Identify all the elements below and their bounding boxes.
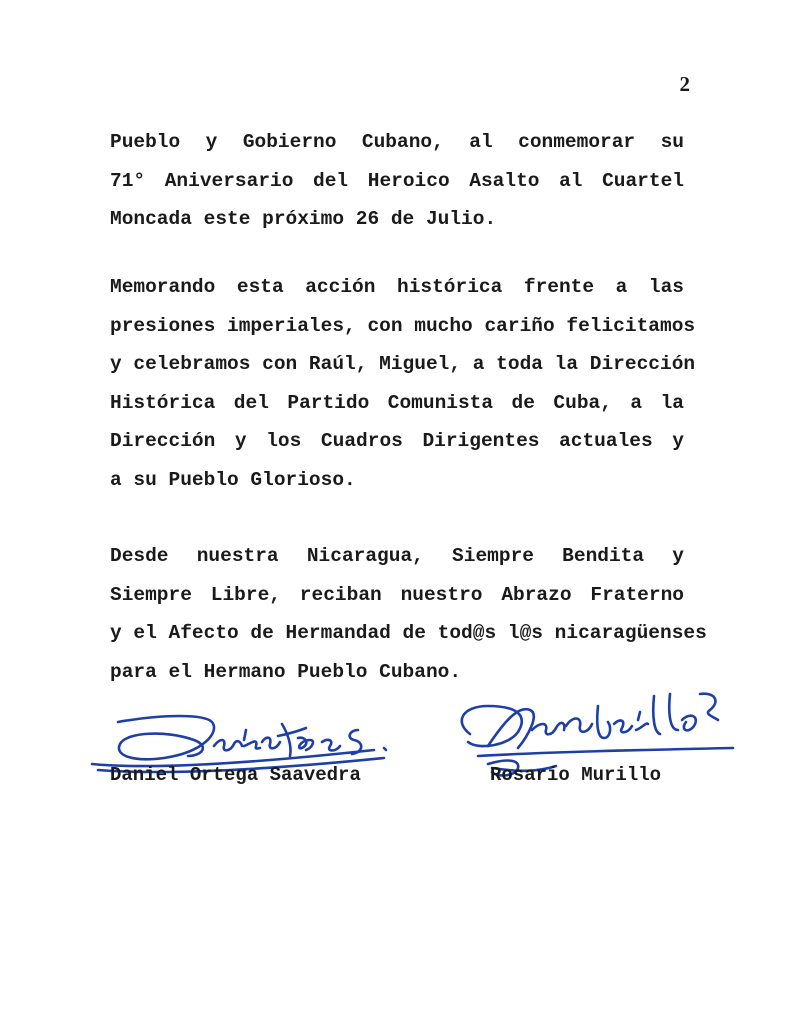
- signatory-name-left: Daniel Ortega Saavedra: [110, 764, 361, 786]
- text-line: Desde nuestra Nicaragua, Siempre Bendita y: [110, 545, 684, 567]
- text-line: para el Hermano Pueblo Cubano.: [110, 660, 462, 683]
- text-line: a su Pueblo Glorioso.: [110, 468, 356, 491]
- text-line: presiones imperiales, con mucho cariño felicitamos: [110, 314, 696, 337]
- page-number: 2: [679, 72, 690, 96]
- text-line: Siempre Libre, reciban nuestro Abrazo Fraterno: [110, 583, 684, 606]
- text-line: 71° Aniversario del Heroico Asalto al Cuartel: [110, 169, 684, 192]
- signatory-name-right: Rosario Murillo: [490, 764, 662, 786]
- paragraph-2: [110, 268, 696, 499]
- text-line: y celebramos con Raúl, Miguel, a toda la Dirección: [110, 353, 696, 375]
- text-line: Memorando esta acción histórica frente a las: [110, 276, 684, 298]
- paragraph-1: [110, 123, 684, 239]
- text-line: Dirección y los Cuadros Dirigentes actuales y: [110, 430, 684, 452]
- text-line: Histórica del Partido Comunista de Cuba, a la: [110, 391, 684, 414]
- text-line: y el Afecto de Hermandad de tod@s l@s nicaragüenses: [110, 622, 707, 644]
- text-line: Pueblo y Gobierno Cubano, al conmemorar su: [110, 131, 684, 153]
- paragraph-3: [110, 537, 707, 691]
- text-line: Moncada este próximo 26 de Julio.: [110, 208, 497, 230]
